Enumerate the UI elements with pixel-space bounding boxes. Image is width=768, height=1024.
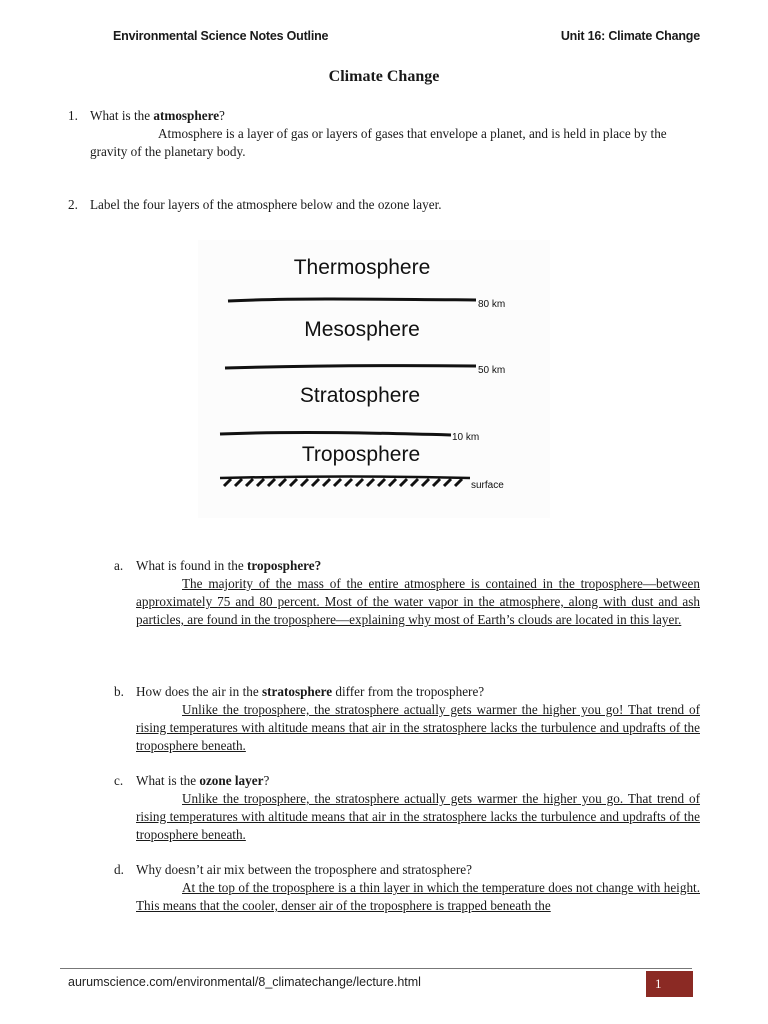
subquestion-a-term: troposphere? [246, 558, 322, 573]
boundary-label-50km: 50 km [478, 365, 506, 376]
surface-hatch-mark [455, 479, 462, 486]
subquestion-b-question [114, 683, 700, 701]
surface-hatch-mark [444, 479, 451, 486]
surface-hatch-mark [400, 479, 407, 486]
boundary-line-80km [228, 299, 476, 301]
subquestion-c-label: c. [114, 773, 124, 788]
surface-hatch-mark [356, 479, 363, 486]
question-2 [68, 196, 700, 214]
subquestion-a-answer: The majority of the mass of the entire atmosphere is contained in the troposphere—between approximately 75 and 80 percent. Most of the water vapor in the atmosphere, along with dust and ash particles, are found in the troposphere—explaining why most of Earth’s clouds are located in this layer. [136, 576, 700, 627]
surface-hatch-mark [411, 479, 418, 486]
header-right: Unit 16: Climate Change [560, 29, 700, 43]
boundary-line-10km [220, 432, 451, 435]
boundary-label-10km: 10 km [452, 432, 480, 443]
header-left: Environmental Science Notes Outline [113, 29, 329, 43]
subquestion-c-term: ozone layer [199, 773, 264, 788]
subquestion-d-label: d. [114, 862, 124, 877]
question-1-answer: Atmosphere is a layer of gas or layers of gases that envelope a planet, and is held in place by the gravity of the planetary body. [90, 126, 667, 159]
subquestion-c [114, 772, 700, 844]
question-1-suffix: ? [219, 108, 225, 123]
footer-divider [60, 968, 692, 969]
page-number: 1 [646, 971, 693, 997]
page-title: Climate Change [328, 68, 440, 85]
subquestion-b-prefix: How does the air in the [136, 684, 262, 699]
atmosphere-diagram [198, 240, 550, 518]
surface-hatch-mark [290, 479, 297, 486]
subquestion-d-answer: At the top of the troposphere is a thin layer in which the temperature does not change with height. This means that the cooler, denser air of the troposphere is trapped beneath the [136, 880, 700, 913]
subquestion-d-prefix: Why doesn’t air mix between the troposphere and stratosphere? [136, 862, 472, 877]
surface-hatch-mark [312, 479, 319, 486]
subquestion-d [114, 861, 700, 915]
surface-hatch-mark [301, 479, 308, 486]
subquestion-a-prefix: What is found in the [136, 558, 247, 573]
subquestion-a-label: a. [114, 558, 124, 573]
surface-hatch-mark [224, 479, 231, 486]
boundary-label-surface: surface [471, 480, 504, 491]
subquestion-b-term: stratosphere [261, 684, 333, 699]
subquestion-a [114, 557, 700, 629]
surface-hatch-mark [422, 479, 429, 486]
boundary-label-80km: 80 km [478, 299, 506, 310]
surface-hatch-mark [257, 479, 264, 486]
question-1-prefix: What is the [90, 108, 154, 123]
subquestion-c-prefix: What is the [136, 773, 200, 788]
surface-hatch-mark [246, 479, 253, 486]
question-1-term: atmosphere [153, 108, 220, 123]
surface-hatch-mark [378, 479, 385, 486]
surface-hatching [224, 479, 462, 486]
subquestion-b-suffix: differ from the troposphere? [332, 684, 485, 699]
boundary-line-50km [225, 366, 476, 368]
subquestion-b-answer: Unlike the troposphere, the stratosphere actually gets warmer the higher you go! That trend of rising temperatures with altitude means that air in the stratosphere lacks the turbulence and updrafts of the troposphere beneath. [136, 702, 700, 753]
question-1-text [68, 107, 700, 125]
footer-url: aurumscience.com/environmental/8_climatechange/lecture.html [68, 975, 421, 989]
surface-line [220, 477, 470, 479]
subquestion-b [114, 683, 700, 755]
subquestion-c-suffix: ? [263, 773, 270, 788]
surface-hatch-mark [268, 479, 275, 486]
surface-hatch-mark [279, 479, 286, 486]
subquestion-b-label: b. [114, 684, 124, 699]
surface-hatch-mark [345, 479, 352, 486]
subquestion-c-question [114, 772, 700, 790]
question-2-text: Label the four layers of the atmosphere below and the ozone layer. [90, 197, 442, 212]
question-1-number: 1. [68, 108, 78, 123]
surface-hatch-mark [367, 479, 374, 486]
question-2-number: 2. [68, 197, 78, 212]
layer-label-thermosphere: Thermosphere [293, 256, 431, 279]
subquestion-c-answer: Unlike the troposphere, the stratosphere actually gets warmer the higher you go. That trend of rising temperatures with altitude means that air in the stratosphere lacks the turbulence and updrafts of the troposphere beneath. [136, 791, 700, 842]
subquestion-d-question [114, 861, 700, 879]
question-1 [68, 107, 700, 161]
atmosphere-diagram-svg [198, 240, 550, 518]
surface-hatch-mark [235, 479, 242, 486]
surface-hatch-mark [433, 479, 440, 486]
surface-hatch-mark [323, 479, 330, 486]
layer-label-stratosphere: Stratosphere [299, 384, 421, 407]
surface-hatch-mark [389, 479, 396, 486]
subquestion-a-question [114, 557, 700, 575]
layer-label-mesosphere: Mesosphere [304, 318, 420, 341]
surface-hatch-mark [334, 479, 341, 486]
layer-label-troposphere: Troposphere [301, 443, 421, 466]
